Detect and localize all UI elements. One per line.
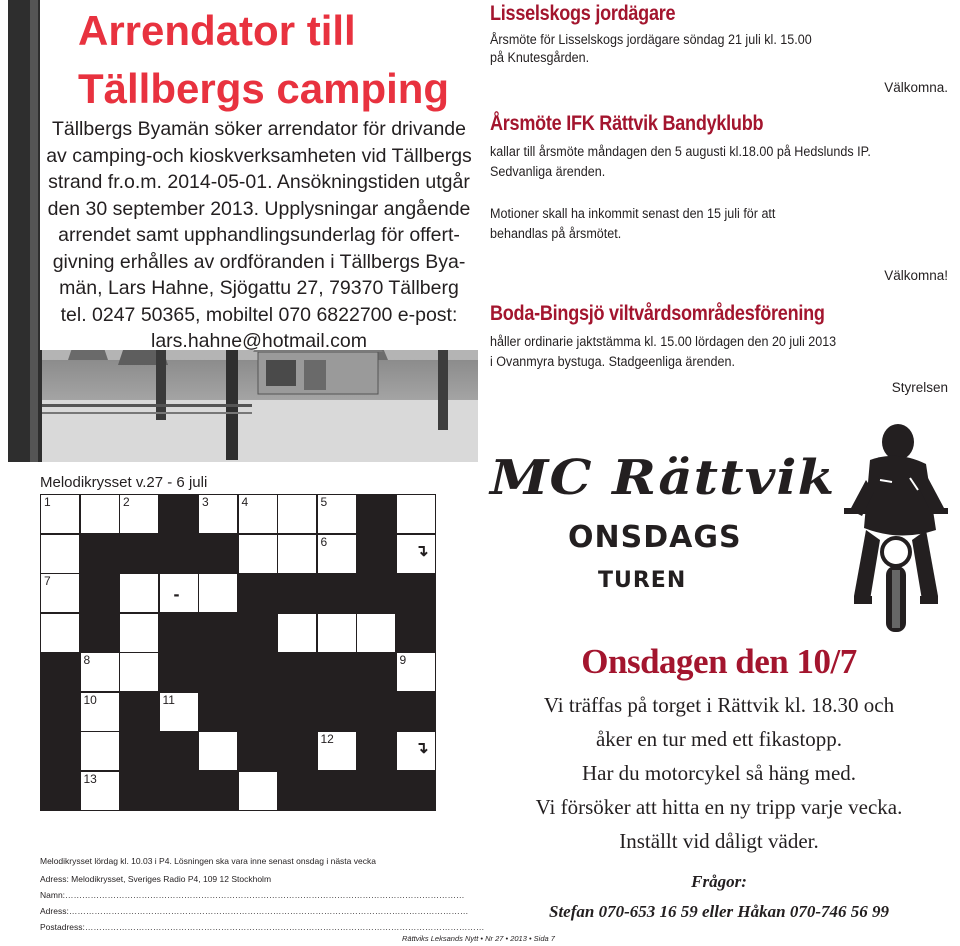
ride-description-line: Inställt vid dåligt väder. xyxy=(619,829,819,853)
onsdags-label: ONSDAGS xyxy=(568,520,742,555)
mc-rattvik-ad xyxy=(484,420,954,946)
crossword-black-cell xyxy=(396,573,436,613)
crossword-black-cell xyxy=(80,613,120,653)
clue-number: 5 xyxy=(320,495,328,509)
crossword-cell[interactable] xyxy=(396,494,436,534)
crossword-black-cell xyxy=(317,692,357,732)
notice-line: på Knutesgården. xyxy=(490,50,590,65)
crossword-cell[interactable] xyxy=(238,771,278,811)
camping-body-line: strand fr.o.m. 2014-05-01. Ansökningstiden utgår xyxy=(48,171,470,193)
crossword-black-cell xyxy=(40,652,80,692)
crossword-cell[interactable] xyxy=(198,731,238,771)
crossword-address-line: Adress: Melodikrysset, Sveriges Radio P4, 109 12 Stockholm xyxy=(40,874,272,884)
camping-body-line: av camping-och kioskverksamheten vid Tällbergs xyxy=(46,144,472,167)
notice-line: Motioner skall ha inkommit senast den 15 juli för att xyxy=(490,206,776,221)
crossword-cell[interactable] xyxy=(396,731,436,771)
clue-number: 13 xyxy=(83,771,97,786)
crossword-cell[interactable] xyxy=(159,573,199,613)
notices-column xyxy=(486,0,954,410)
crossword-cell[interactable] xyxy=(40,494,80,534)
crossword-cell[interactable] xyxy=(238,494,278,534)
crossword-black-cell xyxy=(40,731,80,771)
camping-ad-body xyxy=(40,116,478,355)
crossword-black-cell xyxy=(317,573,357,613)
crossword-black-cell xyxy=(238,652,278,692)
direction-arrow-icon: ↴ xyxy=(415,542,429,560)
crossword-black-cell xyxy=(40,771,80,811)
clue-number: 11 xyxy=(162,692,175,707)
postal-address-field-label: Postadress: xyxy=(40,922,85,932)
crossword-black-cell xyxy=(317,771,357,811)
camping-body-line: tel. 0247 50365, mobiltel 070 6822700 e-post: xyxy=(60,303,458,326)
clue-number: 4 xyxy=(241,495,249,509)
clue-number: 8 xyxy=(83,653,91,667)
camping-ad-title xyxy=(78,2,478,118)
crossword-cell[interactable] xyxy=(198,494,238,534)
hyphen-mark: - xyxy=(173,584,180,604)
crossword-black-cell xyxy=(198,613,238,653)
ride-description-line: Vi försöker att hitta en ny tripp varje vecka. xyxy=(535,795,903,819)
crossword-info-line: Melodikrysset lördag kl. 10.03 i P4. Lösningen ska vara inne senast onsdag i nästa vecka xyxy=(40,856,376,866)
crossword-black-cell xyxy=(356,771,396,811)
camping-body-line: Tällbergs Byamän söker arrendator för drivande xyxy=(51,118,467,140)
camping-body-line: givning erhålles av ordföranden i Tällbergs Bya- xyxy=(52,250,466,273)
crossword-black-cell xyxy=(238,613,278,653)
notice-signoff: Styrelsen xyxy=(891,380,948,395)
crossword-black-cell xyxy=(356,731,396,771)
crossword-cell[interactable] xyxy=(80,771,120,811)
ride-description xyxy=(484,688,954,858)
crossword-black-cell xyxy=(80,573,120,613)
crossword-black-cell xyxy=(159,534,199,574)
camping-ad xyxy=(8,0,478,462)
crossword-black-cell xyxy=(277,573,317,613)
crossword-title: Melodikrysset v.27 - 6 juli xyxy=(40,474,208,491)
address-field[interactable]: Adress:…………………………………………………………………………………………………………………………… xyxy=(40,906,469,916)
notice-line: håller ordinarie jaktstämma kl. 15.00 lördagen den 20 juli 2013 xyxy=(490,334,837,349)
crossword-cell[interactable] xyxy=(40,613,80,653)
crossword-cell[interactable] xyxy=(119,652,159,692)
crossword-cell[interactable] xyxy=(159,692,199,732)
camping-body-line: arrendet samt upphandlingsunderlag för offert- xyxy=(58,224,460,246)
turen-label: TUREN xyxy=(598,568,687,593)
crossword-black-cell xyxy=(159,494,199,534)
crossword-black-cell xyxy=(159,652,199,692)
notice-line: behandlas på årsmötet. xyxy=(490,226,622,241)
crossword-black-cell xyxy=(159,771,199,811)
crossword-black-cell xyxy=(40,692,80,732)
crossword-cell[interactable] xyxy=(40,534,80,574)
crossword-cell[interactable] xyxy=(119,573,159,613)
crossword-cell[interactable] xyxy=(317,613,357,653)
crossword-cell[interactable] xyxy=(317,534,357,574)
crossword-black-cell xyxy=(317,652,357,692)
ride-description-line: Vi träffas på torget i Rättvik kl. 18.30 och xyxy=(543,693,895,717)
crossword-cell[interactable] xyxy=(317,494,357,534)
direction-arrow-icon: ↴ xyxy=(415,740,429,757)
crossword-black-cell xyxy=(356,494,396,534)
crossword-black-cell xyxy=(277,771,317,811)
crossword-cell[interactable] xyxy=(80,494,120,534)
crossword-black-cell xyxy=(356,652,396,692)
questions-label: Frågor: xyxy=(691,872,747,891)
crossword-black-cell xyxy=(238,573,278,613)
crossword-black-cell xyxy=(119,534,159,574)
address-field-label: Adress: xyxy=(40,906,69,916)
postal-address-field[interactable]: Postadress:…………………………………………………………………………………………………………………………… xyxy=(40,922,485,932)
crossword-black-cell xyxy=(159,613,199,653)
crossword-black-cell xyxy=(198,692,238,732)
page-footer: Rättviks Leksands Nytt • Nr 27 • 2013 • Sida 7 xyxy=(402,934,555,943)
crossword-cell[interactable] xyxy=(396,652,436,692)
crossword-grid xyxy=(40,494,438,810)
notice-signoff: Välkomna! xyxy=(884,268,948,283)
crossword-cell[interactable] xyxy=(80,652,120,692)
crossword-black-cell xyxy=(396,692,436,732)
name-field[interactable]: Namn:…………………………………………………………………………………………………………………………… xyxy=(40,890,465,900)
name-field-label: Namn: xyxy=(40,890,66,900)
clue-number: 1 xyxy=(44,495,51,509)
clue-number: 12 xyxy=(320,732,334,746)
crossword-black-cell xyxy=(119,692,159,732)
crossword-black-cell xyxy=(277,731,317,771)
ride-description-line: åker en tur med ett fikastopp. xyxy=(595,727,843,751)
crossword-black-cell xyxy=(396,771,436,811)
motorcycle-rider-icon xyxy=(840,420,952,640)
notice-line: kallar till årsmöte måndagen den 5 augusti kl.18.00 på Hedslunds IP. xyxy=(490,144,871,159)
crossword-black-cell xyxy=(198,534,238,574)
camping-email[interactable]: lars.hahne@hotmail.com xyxy=(151,330,367,352)
crossword-black-cell xyxy=(238,692,278,732)
crossword-cell[interactable] xyxy=(277,494,317,534)
crossword-black-cell xyxy=(396,613,436,653)
crossword-cell[interactable] xyxy=(356,613,396,653)
crossword-cell[interactable] xyxy=(80,692,120,732)
notice-line: i Ovanmyra bystuga. Stadgeenliga ärenden. xyxy=(490,354,735,369)
crossword-cell[interactable] xyxy=(277,534,317,574)
crossword-black-cell xyxy=(356,692,396,732)
crossword-cell[interactable] xyxy=(277,613,317,653)
notice-signoff: Välkomna. xyxy=(884,80,948,95)
crossword-cell[interactable] xyxy=(198,573,238,613)
camping-title-line: Tällbergs camping xyxy=(78,65,450,112)
clue-number: 10 xyxy=(83,692,97,707)
crossword-black-cell xyxy=(277,692,317,732)
mc-rattvik-logo: MC Rättvik xyxy=(490,450,836,506)
clue-number: 2 xyxy=(123,495,130,509)
notice-line: Årsmöte för Lisselskogs jordägare söndag 21 juli kl. 15.00 xyxy=(490,32,812,47)
notice-line: Sedvanliga ärenden. xyxy=(490,164,606,179)
crossword-cell[interactable] xyxy=(317,731,357,771)
ride-description-line: Har du motorcykel så häng med. xyxy=(581,761,857,785)
crossword-black-cell xyxy=(277,652,317,692)
camping-title-line: Arrendator till xyxy=(78,7,356,54)
crossword-cell[interactable] xyxy=(238,534,278,574)
crossword-cell[interactable] xyxy=(396,534,436,574)
crossword-black-cell xyxy=(356,573,396,613)
crossword-black-cell xyxy=(198,771,238,811)
notice-title-boda-bingsjo: Boda-Bingsjö viltvårdsområdesförening xyxy=(490,302,825,325)
crossword-black-cell xyxy=(80,534,120,574)
crossword-black-cell xyxy=(119,771,159,811)
notice-title-ifk: Årsmöte IFK Rättvik Bandyklubb xyxy=(490,112,764,135)
crossword-cell[interactable] xyxy=(119,494,159,534)
clue-number: 9 xyxy=(399,653,407,667)
crossword-black-cell xyxy=(238,731,278,771)
crossword-cell[interactable] xyxy=(80,731,120,771)
crossword-cell[interactable] xyxy=(40,573,80,613)
crossword-black-cell xyxy=(356,534,396,574)
clue-number: 7 xyxy=(44,574,51,588)
ride-date-headline: Onsdagen den 10/7 xyxy=(581,642,857,681)
crossword-black-cell xyxy=(119,731,159,771)
camping-body-line: män, Lars Hahne, Sjögattu 27, 79370 Tällberg xyxy=(59,277,459,299)
crossword-cell[interactable] xyxy=(119,613,159,653)
contact-phone-numbers: Stefan 070-653 16 59 eller Håkan 070-746 56 99 xyxy=(549,902,889,921)
clue-number: 3 xyxy=(202,495,209,509)
clue-number: 6 xyxy=(320,534,328,549)
camping-body-line: den 30 september 2013. Upplysningar angående xyxy=(47,197,471,220)
crossword-black-cell xyxy=(159,731,199,771)
notice-title-lisselskog: Lisselskogs jordägare xyxy=(490,2,676,25)
crossword-black-cell xyxy=(198,652,238,692)
